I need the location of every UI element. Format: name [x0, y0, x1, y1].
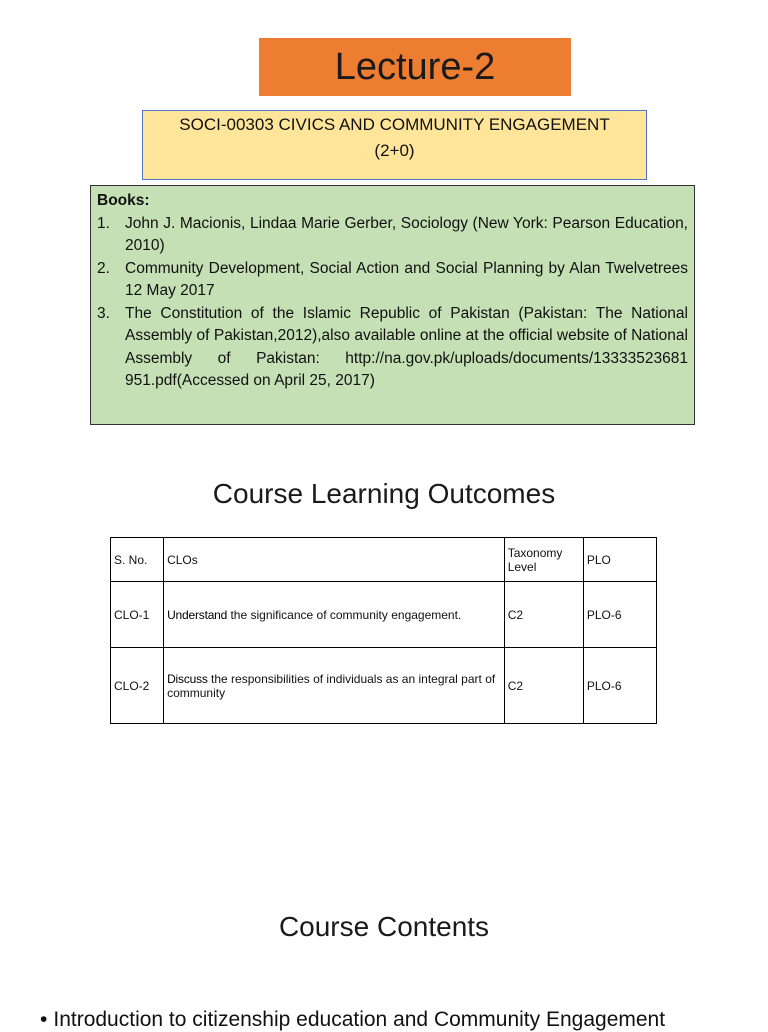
cell-level: C2 — [504, 648, 583, 724]
cell-plo: PLO-6 — [583, 648, 656, 724]
clo-description: the responsibilities of individuals as an integral part of community — [167, 671, 496, 700]
lecture-title-banner — [259, 38, 571, 96]
clo-section-title: Course Learning Outcomes — [212, 478, 556, 509]
cell-clo — [164, 648, 505, 724]
book-text: John J. Macionis, Lindaa Marie Gerber, Sociology (New York: Pearson Education, 2010) — [125, 214, 688, 254]
course-code-title: SOCI-00303 CIVICS AND COMMUNITY ENGAGEMENT — [179, 115, 610, 134]
book-text: Community Development, Social Action and Social Planning by Alan Twelvetrees 12 May 2017 — [125, 259, 688, 299]
table-row — [111, 582, 657, 648]
book-item — [97, 303, 688, 393]
cell-level: C2 — [504, 582, 583, 648]
cell-clo — [164, 582, 505, 648]
book-number: 3. — [97, 304, 110, 322]
bullet-icon: • — [40, 1008, 48, 1031]
course-credit-hours: (2+0) — [374, 141, 415, 160]
cell-sno: CLO-1 — [111, 582, 164, 648]
table-header-row — [111, 538, 657, 582]
cell-plo: PLO-6 — [583, 582, 656, 648]
contents-item-text: Introduction to citizenship education and Community Engagement — [53, 1008, 666, 1031]
clo-table — [110, 537, 657, 724]
books-box — [90, 185, 695, 425]
book-text: The Constitution of the Islamic Republic of Pakistan (Pakistan: The National Assembly of Pakistan,2012),also available online at the official website of National Assembly of Pakistan: http://na.gov.pk/uploads/documents/13333523681 951.pdf(Accessed on April 25, 2017) — [125, 304, 688, 389]
books-list — [97, 213, 688, 393]
books-heading: Books: — [97, 192, 150, 209]
book-item — [97, 213, 688, 258]
book-item — [97, 258, 688, 303]
clo-verb: Discuss — [167, 671, 208, 686]
book-number: 1. — [97, 214, 110, 232]
course-info-box — [142, 110, 647, 180]
clo-verb: Understand — [167, 607, 228, 622]
contents-first-item — [40, 1008, 740, 1032]
header-sno: S. No. — [111, 538, 164, 582]
header-taxonomy-level: Taxonomy Level — [504, 538, 583, 582]
cell-sno: CLO-2 — [111, 648, 164, 724]
header-plo: PLO — [583, 538, 656, 582]
table-row — [111, 648, 657, 724]
clo-description: the significance of community engagement. — [227, 607, 462, 622]
book-number: 2. — [97, 259, 110, 277]
contents-section-title: Course Contents — [278, 911, 490, 942]
header-clos: CLOs — [164, 538, 505, 582]
lecture-title: Lecture-2 — [334, 45, 496, 88]
